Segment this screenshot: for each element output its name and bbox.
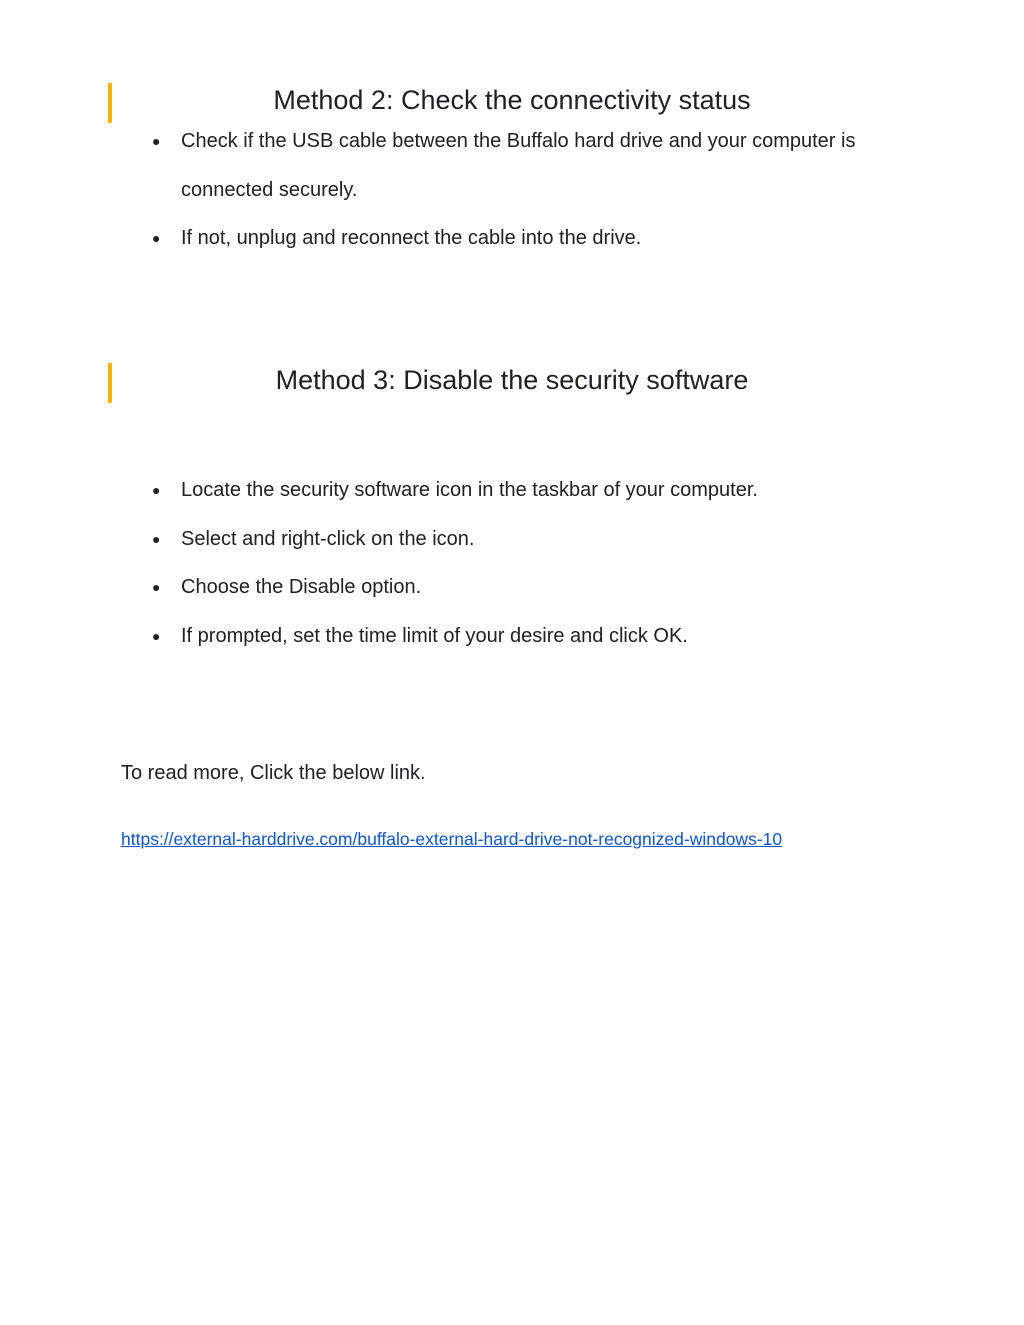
list-item-text: Check if the USB cable between the Buffalo hard drive and your computer is connected securely. <box>181 130 856 201</box>
bullet-icon: ● <box>152 230 161 246</box>
section-heading-method-2: Method 2: Check the connectivity status <box>273 85 751 115</box>
list-item <box>0 117 921 214</box>
bullet-icon: ● <box>152 579 161 595</box>
bullet-list-method-2 <box>0 117 921 263</box>
list-item <box>0 515 921 564</box>
list-item-text: If prompted, set the time limit of your desire and click OK. <box>181 624 688 647</box>
bullet-list-method-3 <box>0 466 921 660</box>
list-item <box>0 563 921 612</box>
list-item-text: Select and right-click on the icon. <box>181 527 475 550</box>
list-item-text: Locate the security software icon in the taskbar of your computer. <box>181 479 758 501</box>
list-item <box>0 466 921 515</box>
list-item-text: If not, unplug and reconnect the cable into the drive. <box>181 227 642 249</box>
bullet-icon: ● <box>152 482 161 498</box>
read-more-link[interactable]: https://external-harddrive.com/buffalo-external-hard-drive-not-recognized-windows-10 <box>121 829 783 849</box>
section-heading-method-3: Method 3: Disable the security software <box>275 365 749 395</box>
bullet-icon: ● <box>152 530 161 547</box>
list-item <box>0 214 921 263</box>
bullet-icon: ● <box>152 627 161 644</box>
bullet-icon: ● <box>152 133 161 149</box>
list-item-text: Choose the Disable option. <box>181 576 422 598</box>
list-item <box>0 612 921 661</box>
read-more-text: To read more, Click the below link. <box>121 762 426 784</box>
